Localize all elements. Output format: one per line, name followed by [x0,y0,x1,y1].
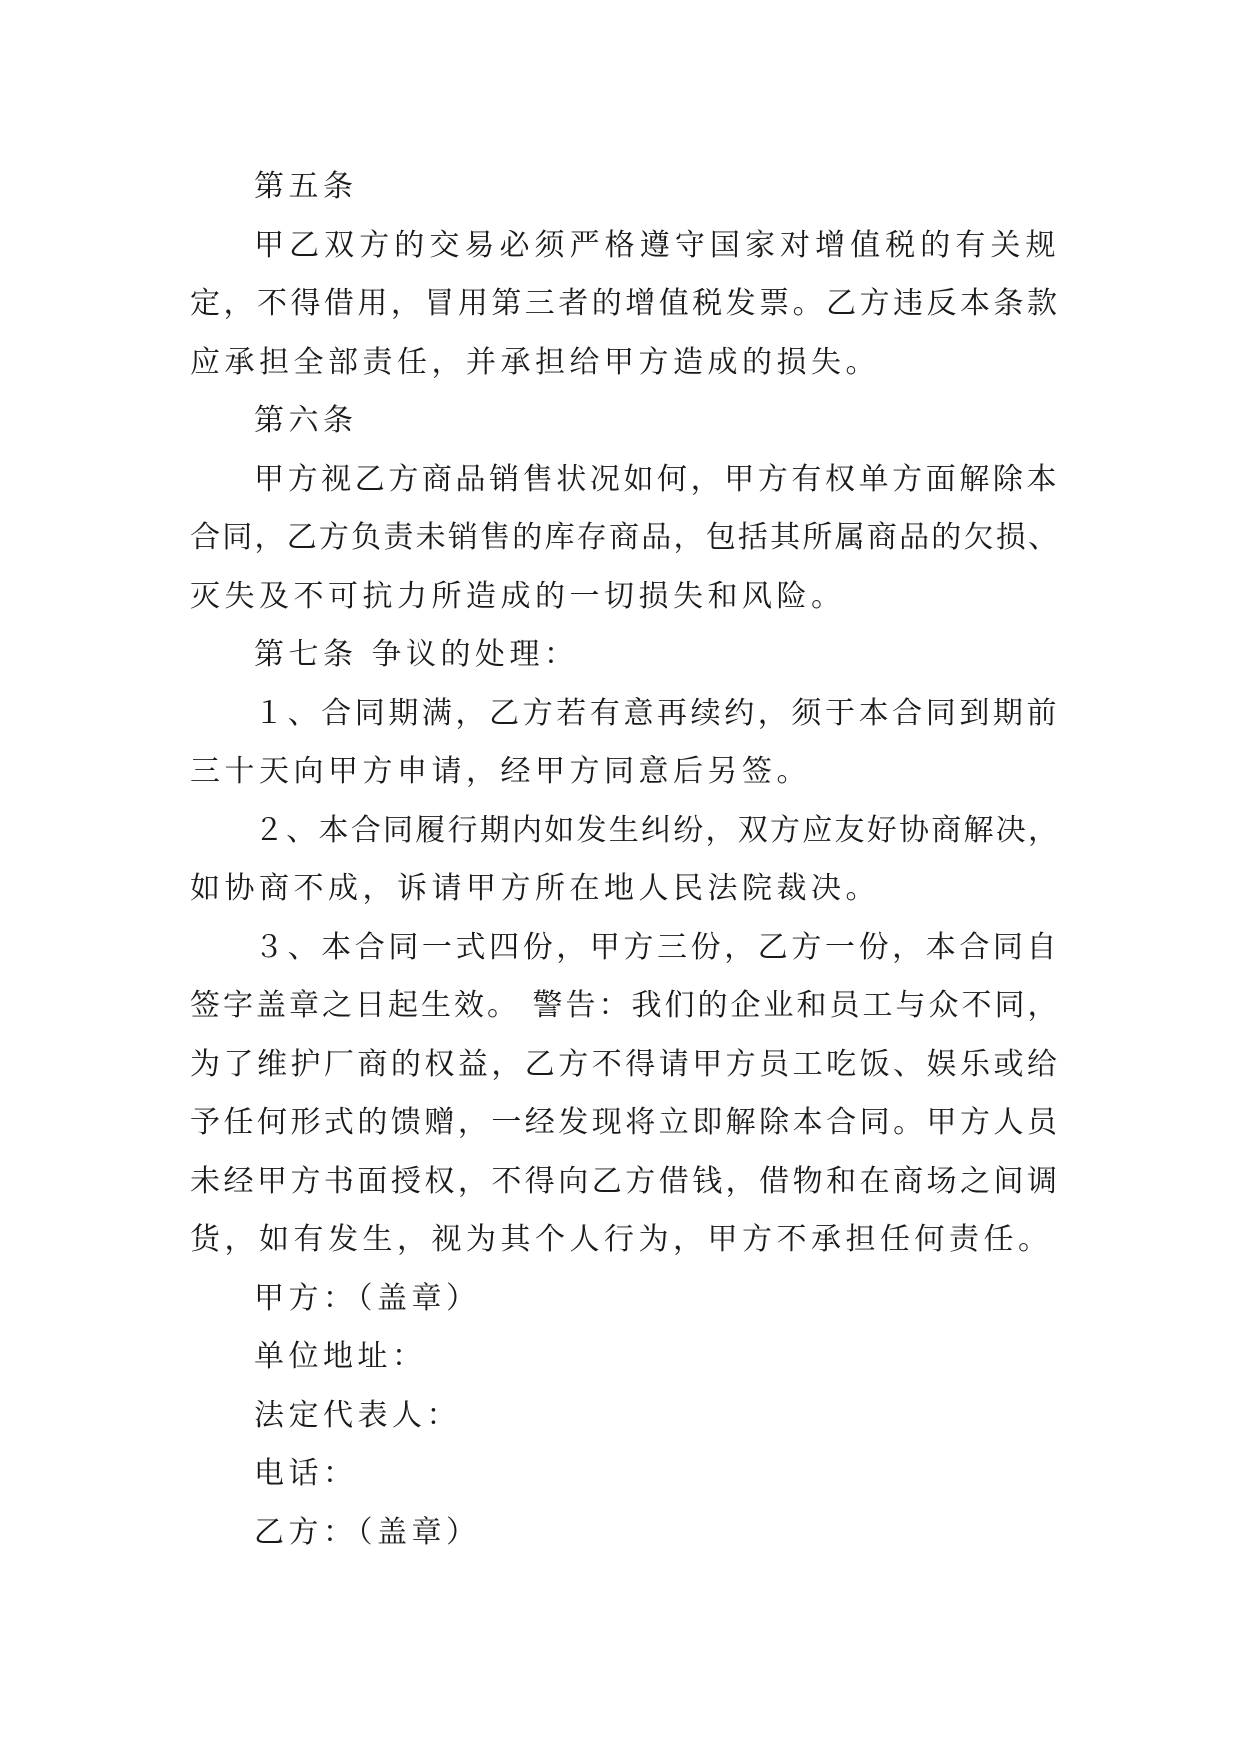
paragraph-line: 签字盖章之日起生效。 警告：我们的企业和员工与众不同， [190,988,1060,1023]
paragraph-line: 为了维护厂商的权益，乙方不得请甲方员工吃饭、娱乐或给 [190,1046,1060,1082]
paragraph-line: 未经甲方书面授权，不得向乙方借钱，借物和在商场之间调 [190,1163,1060,1199]
paragraph-line: 予任何形式的馈赠，一经发现将立即解除本合同。甲方人员 [190,1105,1060,1140]
paragraph-line: 合同，乙方负责未销售的库存商品，包括其所属商品的欠损、 [190,520,1060,555]
unit-address-label: 单位地址： [254,1339,427,1374]
paragraph-line: １、合同期满，乙方若有意再续约，须于本合同到期前 [254,695,1060,731]
paragraph-line: 灭失及不可抗力所造成的一切损失和风险。 [190,578,846,614]
paragraph-line: 应承担全部责任，并承担给甲方造成的损失。 [190,344,880,380]
paragraph-line: 货，如有发生，视为其个人行为，甲方不承担任何责任。 [190,1222,1053,1257]
paragraph-line: 甲乙双方的交易必须严格遵守国家对增值税的有关规 [254,227,1060,263]
document-body [190,158,1060,1562]
paragraph-line: 甲方视乙方商品销售状况如何，甲方有权单方面解除本 [254,461,1060,497]
party-a-seal: 甲方：（盖章） [254,1280,481,1316]
paragraph-line: ３、本合同一式四份，甲方三份，乙方一份，本合同自 [254,929,1060,965]
party-b-seal: 乙方：（盖章） [254,1514,481,1550]
paragraph-line: ２、本合同履行期内如发生纠纷，双方应友好协商解决， [254,812,1060,848]
paragraph-line: 如协商不成，诉请甲方所在地人民法院裁决。 [190,871,880,906]
article-6-heading: 第六条 [254,403,358,438]
paragraph-line: 定，不得借用，冒用第三者的增值税发票。乙方违反本条款 [190,286,1060,321]
paragraph-line: 三十天向甲方申请，经甲方同意后另签。 [190,754,811,789]
legal-representative-label: 法定代表人： [254,1397,461,1433]
article-7-heading: 第七条 争议的处理： [254,637,579,672]
phone-label: 电话： [254,1456,358,1491]
article-5-heading: 第五条 [254,169,358,204]
